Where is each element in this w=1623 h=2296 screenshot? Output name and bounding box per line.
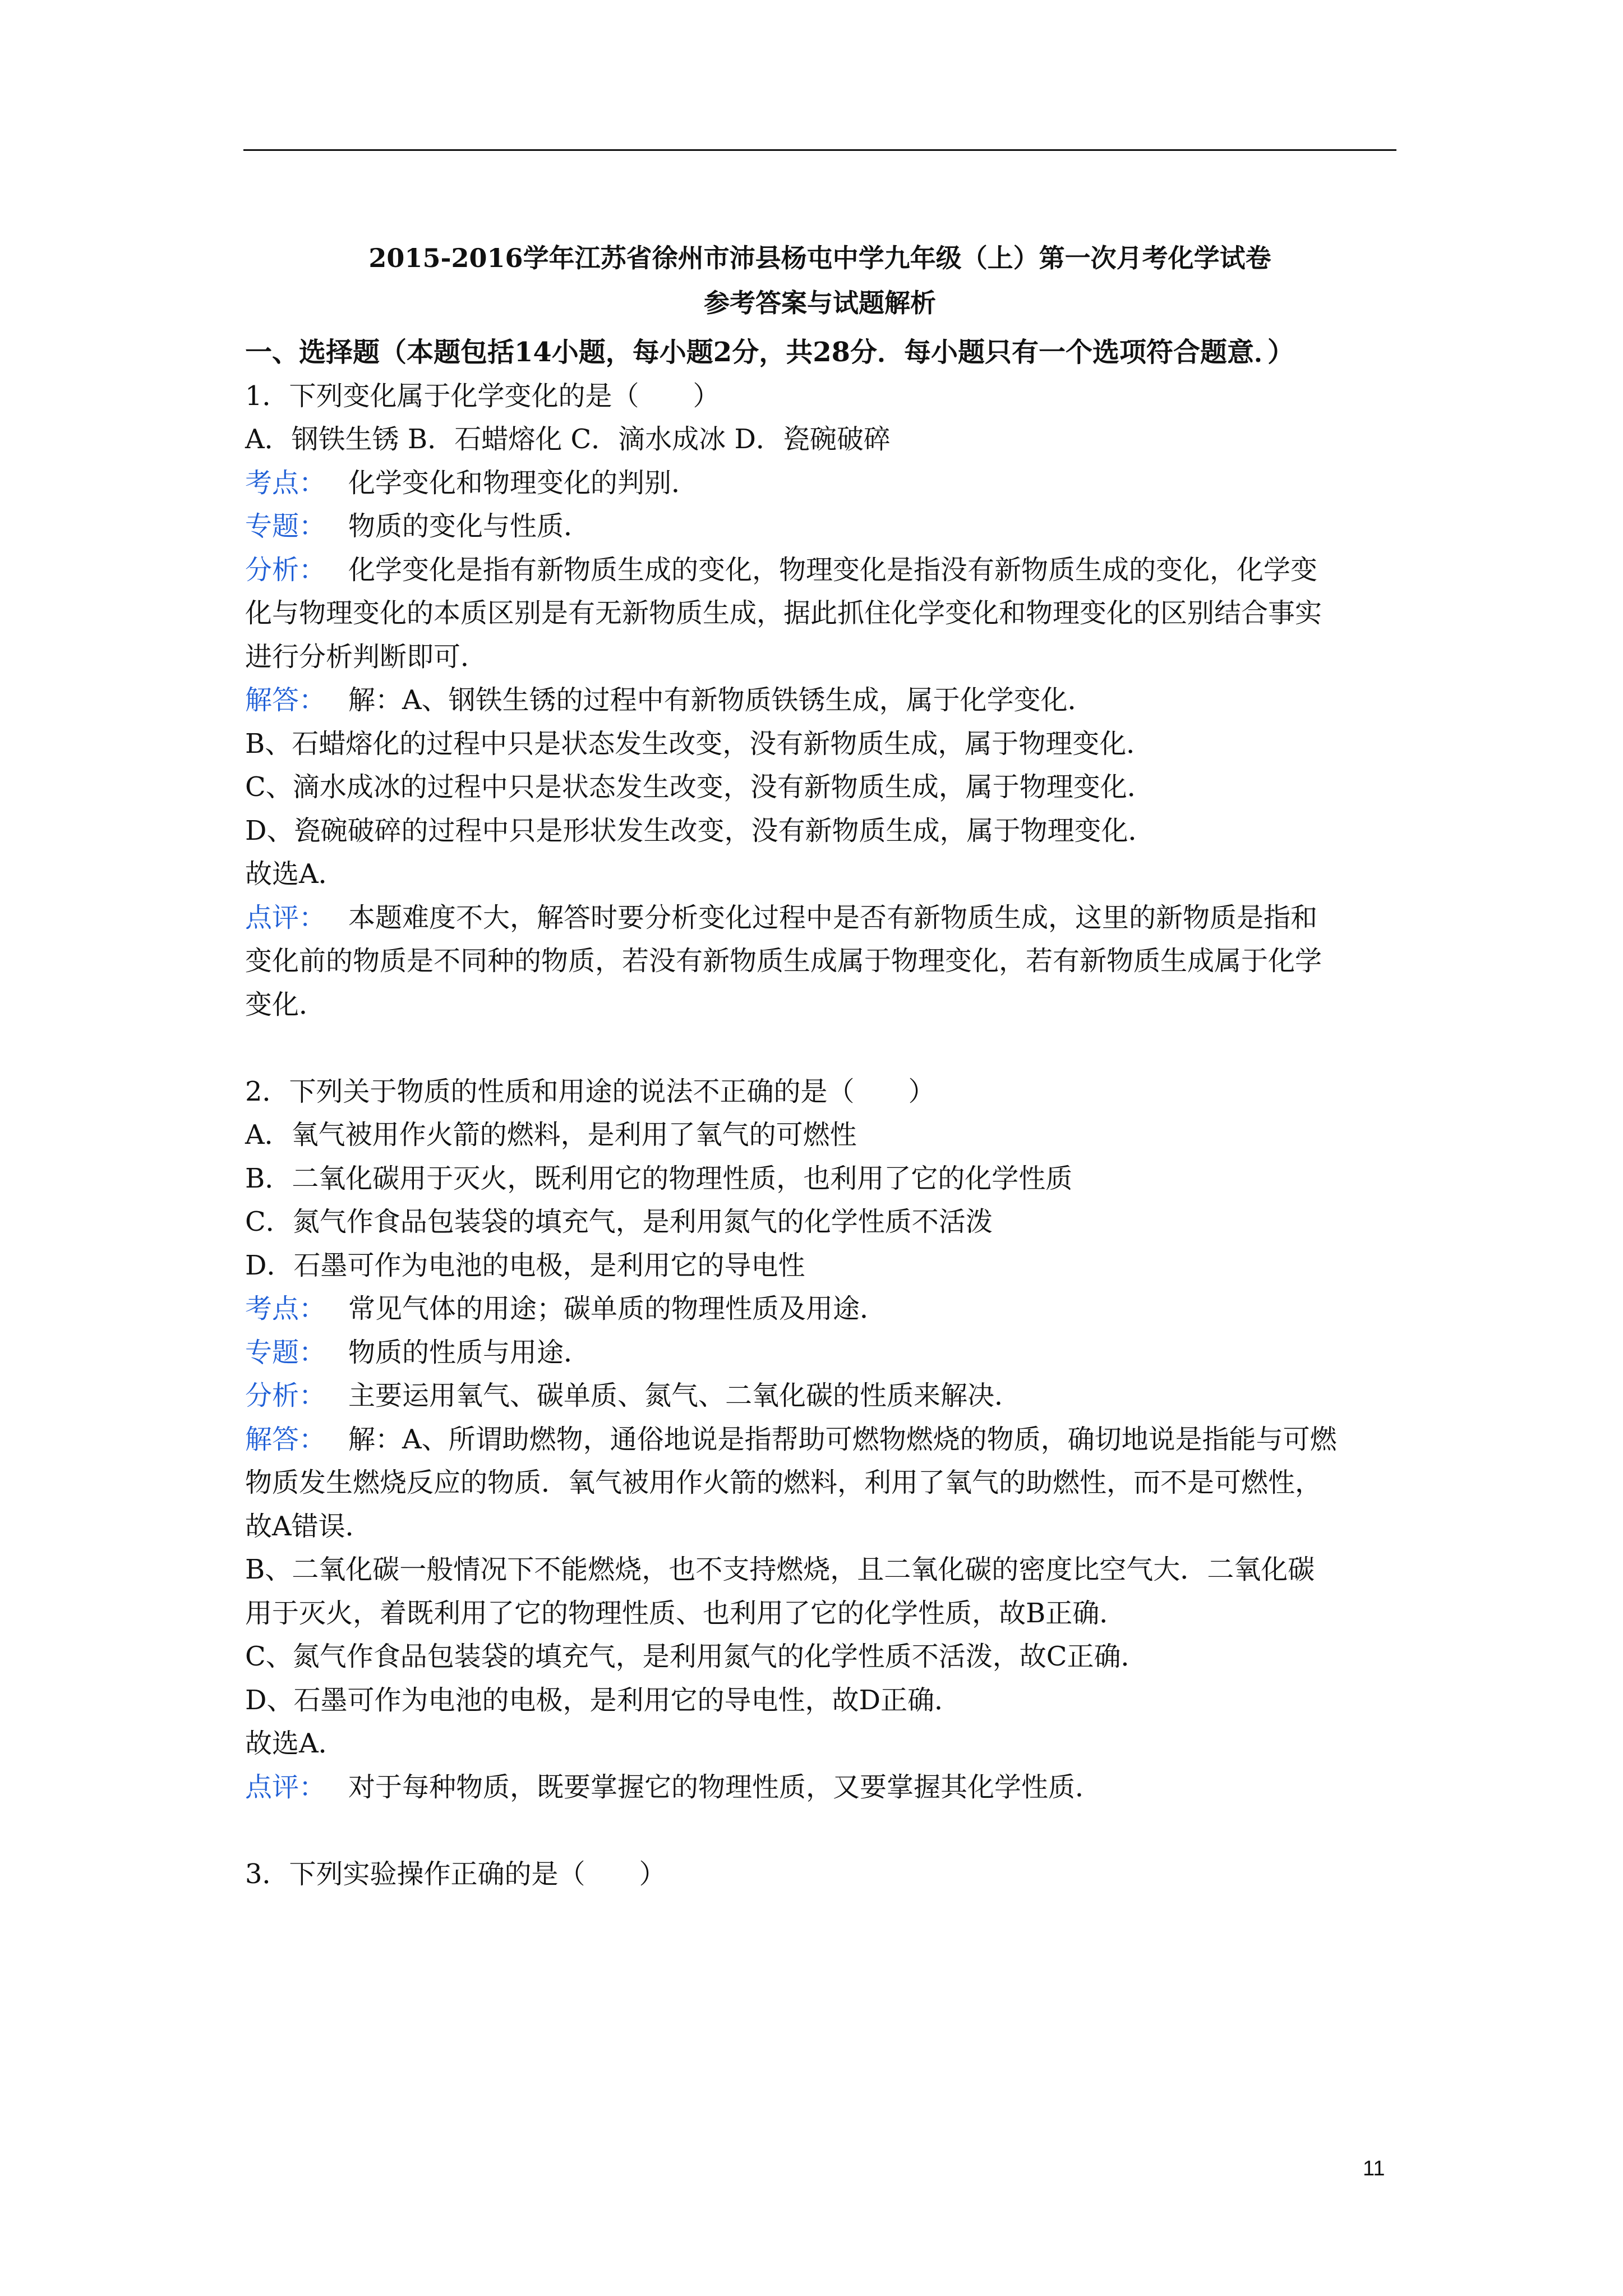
q1-kaodian [245,462,1395,505]
fenxi-label: 分析： [245,554,326,586]
q1-fenxi-text-1: 化学变化是指有新物质生成的变化，物理变化是指没有新物质生成的变化，化学变 [348,554,1318,586]
q2-dianping-text: 对于每种物质，既要掌握它的物理性质，又要掌握其化学性质． [348,1771,1103,1803]
title-block [243,236,1396,325]
page-number: 11 [1363,2157,1385,2180]
q2-zhuanti [245,1331,1395,1375]
q1-dianping-line-2: 变化前的物质是不同种的物质，若没有新物质生成属于物理变化，若有新物质生成属于化学 [245,945,1322,977]
q1-jieda-line-3: C、滴水成冰的过程中只是状态发生改变，没有新物质生成，属于物理变化． [245,771,1154,803]
q2-jieda [245,1418,1395,1462]
dianping-label: 点评： [245,1771,326,1803]
section-heading: 一、选择题（本题包括14小题，每小题2分，共28分．每小题只有一个选项符合题意．） [245,337,1294,368]
q1-jieda-line-2: B、石蜡熔化的过程中只是状态发生改变，没有新物质生成，属于物理变化． [245,728,1154,760]
zhuanti-label: 专题： [245,510,326,542]
document-title: 2015-2016学年江苏省徐州市沛县杨屯中学九年级（上）第一次月考化学试卷 [368,243,1271,273]
kaodian-label: 考点： [245,1293,326,1324]
q2-option-b: B．二氧化碳用于灭火，既利用它的物理性质，也利用了它的化学性质 [245,1162,1073,1194]
q1-jieda-line-4: D、瓷碗破碎的过程中只是形状发生改变，没有新物质生成，属于物理变化． [245,815,1155,846]
dianping-label: 点评： [245,901,326,933]
q2-jieda-line-4: B、二氧化碳一般情况下不能燃烧，也不支持燃烧，且二氧化碳的密度比空气大．二氧化碳 [245,1554,1315,1585]
kaodian-label: 考点： [245,467,326,499]
q2-zhuanti-text: 物质的性质与用途． [348,1336,591,1368]
q2-jieda-line-7: D、石墨可作为电池的电极，是利用它的导电性，故D正确． [245,1684,961,1716]
q2-jieda-line-3: 故A错误． [245,1510,372,1542]
q2-fenxi-text: 主要运用氧气、碳单质、氮气、二氧化碳的性质来解决． [348,1380,1022,1411]
jieda-label: 解答： [245,684,326,716]
document-body [245,331,1395,1896]
q2-option-a: A．氧气被用作火箭的燃料，是利用了氧气的可燃性 [245,1119,857,1151]
header-rule [243,149,1396,151]
q1-jieda [245,679,1395,723]
q2-fenxi [245,1374,1395,1418]
q1-options: A．钢铁生锈 B．石蜡熔化 C．滴水成冰 D．瓷碗破碎 [245,424,891,455]
q1-dianping [245,896,1395,940]
zhuanti-label: 专题： [245,1336,326,1368]
q3-stem: 3．下列实验操作正确的是（ ） [245,1858,666,1890]
spacer [245,1809,1395,1853]
q1-stem: 1．下列变化属于化学变化的是（ ） [245,380,720,412]
q2-jieda-line-2: 物质发生燃烧反应的物质．氧气被用作火箭的燃料，利用了氧气的助燃性，而不是可燃性， [245,1467,1322,1498]
q2-stem: 2．下列关于物质的性质和用途的说法不正确的是（ ） [245,1075,935,1107]
spacer [245,1027,1395,1070]
q1-dianping-text-1: 本题难度不大，解答时要分析变化过程中是否有新物质生成，这里的新物质是指和 [348,901,1318,933]
fenxi-label: 分析： [245,1380,326,1411]
q1-answer: 故选A． [245,858,345,890]
q1-zhuanti [245,505,1395,549]
q1-kaodian-text: 化学变化和物理变化的判别． [348,467,699,499]
q2-jieda-text-1: 解：A、所谓助燃物，通俗地说是指帮助可燃物燃烧的物质，确切地说是指能与可燃 [348,1423,1337,1455]
q2-kaodian [245,1287,1395,1331]
q2-answer: 故选A． [245,1728,345,1759]
document-subtitle: 参考答案与试题解析 [704,288,936,318]
jieda-label: 解答： [245,1423,326,1455]
q1-fenxi-line-3: 进行分析判断即可． [245,641,488,673]
q1-fenxi [245,549,1395,592]
q1-fenxi-line-2: 化与物理变化的本质区别是有无新物质生成，据此抓住化学变化和物理变化的区别结合事实 [245,597,1322,629]
q2-jieda-line-5: 用于灭火，着既利用了它的物理性质、也利用了它的化学性质，故B正确． [245,1597,1127,1629]
q1-zhuanti-text: 物质的变化与性质． [348,510,591,542]
q2-option-d: D．石墨可作为电池的电极，是利用它的导电性 [245,1249,805,1281]
q2-option-c: C．氮气作食品包装袋的填充气，是利用氮气的化学性质不活泼 [245,1206,993,1237]
q2-jieda-line-6: C、氮气作食品包装袋的填充气，是利用氮气的化学性质不活泼，故C正确． [245,1641,1148,1672]
q2-dianping [245,1766,1395,1810]
q1-jieda-text-1: 解：A、钢铁生锈的过程中有新物质铁锈生成，属于化学变化． [348,684,1095,716]
q1-dianping-line-3: 变化． [245,988,326,1020]
q2-kaodian-text: 常见气体的用途；碳单质的物理性质及用途． [348,1293,887,1324]
